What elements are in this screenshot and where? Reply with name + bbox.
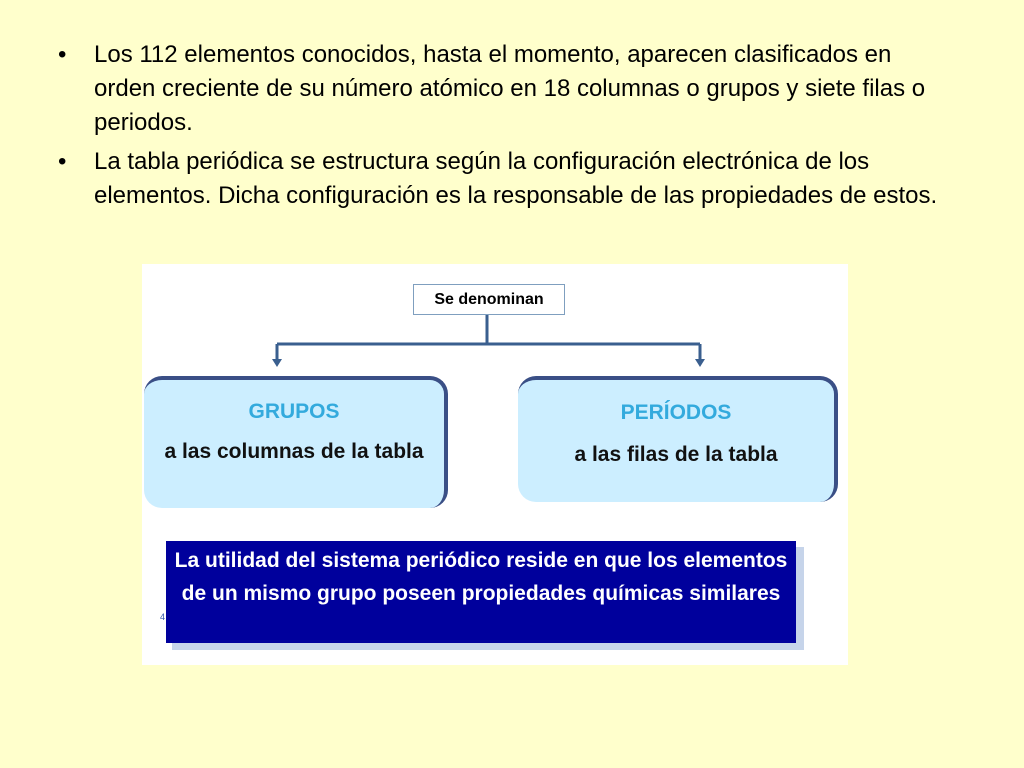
bullet-text: Los 112 elementos conocidos, hasta el momento, aparecen clasificados en orden creciente de su número atómico en 18 columnas o grupos y siete filas o periodos. (94, 41, 926, 136)
bullet-item (50, 38, 950, 140)
bullet-marker: • (58, 41, 67, 68)
arrow-down-icon (272, 359, 282, 367)
grupos-description: a las columnas de la tabla (164, 440, 424, 463)
note-box: La utilidad del sistema periódico reside en que los elementos de un mismo grupo poseen propiedades químicas similares (166, 541, 796, 643)
bullet-text: La tabla periódica se estructura según la configuración electrónica de los elementos. Dicha configuración es la responsable de las propiedades de estos. (94, 148, 938, 209)
bullet-list (50, 38, 950, 218)
arrow-down-icon (695, 359, 705, 367)
bullet-item (50, 145, 950, 213)
periodos-description: a las filas de la tabla (574, 443, 778, 466)
page-number: 4 (160, 612, 166, 622)
periodos-card (518, 376, 838, 502)
bullet-marker: • (58, 148, 67, 175)
grupos-card (144, 376, 448, 508)
root-label-box: Se denominan (413, 284, 565, 315)
grupos-title: GRUPOS (248, 400, 340, 423)
classification-diagram (142, 264, 848, 665)
periodos-title: PERÍODOS (620, 401, 732, 424)
